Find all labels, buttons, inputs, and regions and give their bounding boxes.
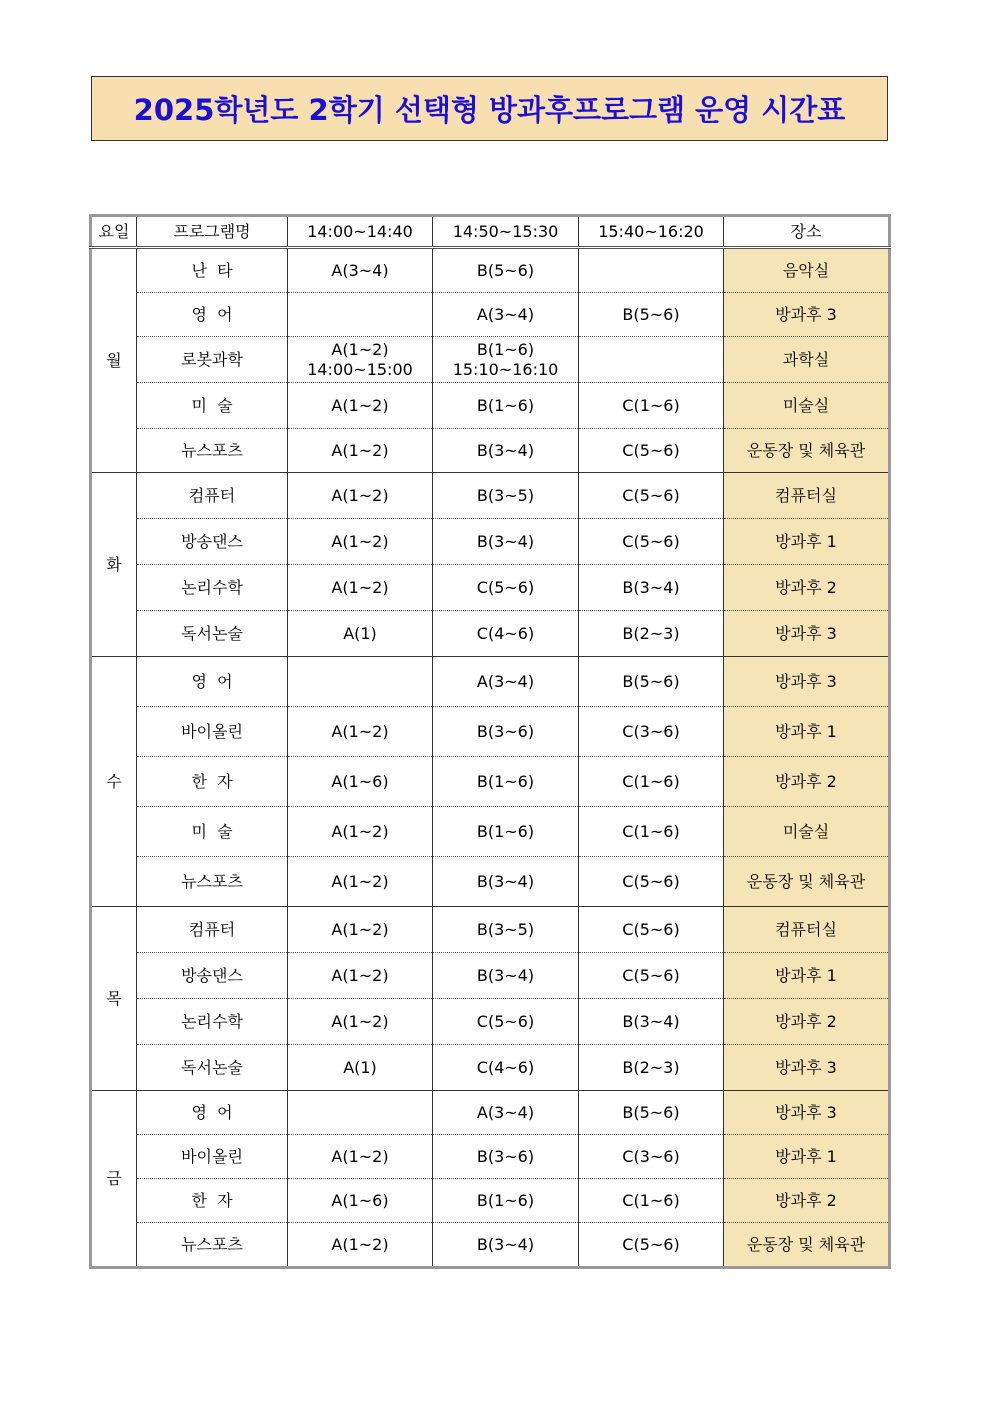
slot2-cell: A(3~4) bbox=[433, 657, 579, 707]
program-cell: 미 술 bbox=[137, 383, 288, 429]
place-cell: 방과후 2 bbox=[724, 565, 890, 611]
slot3-cell: C(1~6) bbox=[579, 383, 724, 429]
table-row bbox=[91, 473, 890, 519]
slot2-cell: B(3~4) bbox=[433, 953, 579, 999]
schedule-table bbox=[89, 214, 891, 1269]
slot2-cell: C(5~6) bbox=[433, 999, 579, 1045]
slot2-time: 15:10~16:10 bbox=[452, 359, 559, 379]
program-cell: 논리수학 bbox=[137, 565, 288, 611]
table-row bbox=[91, 1223, 890, 1268]
slot2-cell: B(3~6) bbox=[433, 707, 579, 757]
program-cell: 영 어 bbox=[137, 293, 288, 337]
slot3-cell: C(5~6) bbox=[579, 1223, 724, 1268]
page-title: 2025학년도 2학기 선택형 방과후프로그램 운영 시간표 bbox=[133, 93, 846, 127]
place-cell: 방과후 3 bbox=[724, 657, 890, 707]
program-cell: 컴퓨터 bbox=[137, 907, 288, 953]
slot1-cell bbox=[288, 293, 433, 337]
place-cell: 음악실 bbox=[724, 248, 890, 293]
table-row bbox=[91, 707, 890, 757]
place-cell: 컴퓨터실 bbox=[724, 907, 890, 953]
slot3-cell: C(5~6) bbox=[579, 953, 724, 999]
place-cell: 방과후 1 bbox=[724, 1135, 890, 1179]
table-row bbox=[91, 657, 890, 707]
day-cell: 수 bbox=[91, 657, 137, 907]
header-slot1: 14:00~14:40 bbox=[288, 216, 433, 248]
table-row bbox=[91, 293, 890, 337]
place-cell: 운동장 및 체육관 bbox=[724, 857, 890, 907]
place-cell: 방과후 3 bbox=[724, 1045, 890, 1091]
header-place: 장소 bbox=[724, 216, 890, 248]
slot1-cell: A(1~2) bbox=[288, 999, 433, 1045]
program-cell: 바이올린 bbox=[137, 1135, 288, 1179]
place-cell: 방과후 3 bbox=[724, 1091, 890, 1135]
slot1-time: 14:00~15:00 bbox=[307, 359, 413, 379]
place-cell: 방과후 2 bbox=[724, 757, 890, 807]
slot2-cell: B(3~5) bbox=[433, 907, 579, 953]
slot2-cell: B(3~6) bbox=[433, 1135, 579, 1179]
program-cell: 난 타 bbox=[137, 248, 288, 293]
program-cell: 영 어 bbox=[137, 657, 288, 707]
table-row bbox=[91, 999, 890, 1045]
slot3-cell: C(3~6) bbox=[579, 1135, 724, 1179]
place-cell: 방과후 1 bbox=[724, 519, 890, 565]
slot2-cell: B(3~5) bbox=[433, 473, 579, 519]
program-cell: 로봇과학 bbox=[137, 337, 288, 383]
slot2-cell: B(3~4) bbox=[433, 857, 579, 907]
slot1-cell: A(1~6) bbox=[288, 1179, 433, 1223]
header-slot3: 15:40~16:20 bbox=[579, 216, 724, 248]
slot1-cell: A(1~2) bbox=[288, 857, 433, 907]
slot3-cell: C(5~6) bbox=[579, 519, 724, 565]
program-cell: 독서논술 bbox=[137, 611, 288, 657]
slot3-cell: C(5~6) bbox=[579, 857, 724, 907]
slot2-cell: C(4~6) bbox=[433, 611, 579, 657]
slot2-cell: B(3~4) bbox=[433, 519, 579, 565]
slot2-cell: B(1~6) bbox=[433, 383, 579, 429]
place-cell: 과학실 bbox=[724, 337, 890, 383]
slot3-cell: B(2~3) bbox=[579, 611, 724, 657]
slot2-cell: B(1~6) bbox=[433, 757, 579, 807]
slot2-cell: A(3~4) bbox=[433, 293, 579, 337]
place-cell: 방과후 2 bbox=[724, 1179, 890, 1223]
slot1-cell: A(1~2) bbox=[288, 429, 433, 473]
table-row bbox=[91, 429, 890, 473]
slot2-cell bbox=[433, 337, 579, 383]
table-row bbox=[91, 1179, 890, 1223]
slot1-group: A(1~2) bbox=[331, 339, 389, 359]
slot1-cell: A(1~2) bbox=[288, 707, 433, 757]
slot3-cell: B(3~4) bbox=[579, 565, 724, 611]
day-cell: 화 bbox=[91, 473, 137, 657]
slot1-cell: A(1~2) bbox=[288, 953, 433, 999]
slot1-cell: A(1~2) bbox=[288, 519, 433, 565]
table-row bbox=[91, 953, 890, 999]
slot2-cell: B(3~4) bbox=[433, 1223, 579, 1268]
slot2-group: B(1~6) bbox=[476, 339, 535, 359]
slot3-cell: B(5~6) bbox=[579, 293, 724, 337]
place-cell: 방과후 2 bbox=[724, 999, 890, 1045]
day-cell: 목 bbox=[91, 907, 137, 1091]
program-cell: 뉴스포츠 bbox=[137, 1223, 288, 1268]
slot1-cell: A(1~2) bbox=[288, 1135, 433, 1179]
table-row bbox=[91, 611, 890, 657]
program-cell: 뉴스포츠 bbox=[137, 857, 288, 907]
place-cell: 방과후 1 bbox=[724, 953, 890, 999]
header-row bbox=[91, 216, 890, 248]
place-cell: 방과후 1 bbox=[724, 707, 890, 757]
program-cell: 뉴스포츠 bbox=[137, 429, 288, 473]
place-cell: 미술실 bbox=[724, 383, 890, 429]
program-cell: 바이올린 bbox=[137, 707, 288, 757]
place-cell: 컴퓨터실 bbox=[724, 473, 890, 519]
slot3-cell: C(5~6) bbox=[579, 473, 724, 519]
program-cell: 한 자 bbox=[137, 1179, 288, 1223]
table-row bbox=[91, 907, 890, 953]
table-row bbox=[91, 337, 890, 383]
slot2-cell: B(1~6) bbox=[433, 807, 579, 857]
slot2-cell: A(3~4) bbox=[433, 1091, 579, 1135]
slot3-cell: B(3~4) bbox=[579, 999, 724, 1045]
program-cell: 방송댄스 bbox=[137, 953, 288, 999]
slot1-cell: A(1~2) bbox=[288, 565, 433, 611]
table-row bbox=[91, 519, 890, 565]
place-cell: 방과후 3 bbox=[724, 611, 890, 657]
program-cell: 독서논술 bbox=[137, 1045, 288, 1091]
title-box bbox=[91, 76, 888, 141]
slot2-cell: B(1~6) bbox=[433, 1179, 579, 1223]
day-cell: 금 bbox=[91, 1091, 137, 1268]
table-row bbox=[91, 807, 890, 857]
table-row bbox=[91, 1135, 890, 1179]
slot2-cell: B(3~4) bbox=[433, 429, 579, 473]
table-row bbox=[91, 1091, 890, 1135]
slot1-cell: A(1) bbox=[288, 1045, 433, 1091]
slot1-cell bbox=[288, 337, 433, 383]
place-cell: 운동장 및 체육관 bbox=[724, 429, 890, 473]
slot3-cell: B(2~3) bbox=[579, 1045, 724, 1091]
header-slot2: 14:50~15:30 bbox=[433, 216, 579, 248]
slot1-cell: A(1~2) bbox=[288, 473, 433, 519]
slot3-cell: C(1~6) bbox=[579, 757, 724, 807]
program-cell: 영 어 bbox=[137, 1091, 288, 1135]
slot1-cell: A(1~2) bbox=[288, 907, 433, 953]
place-cell: 미술실 bbox=[724, 807, 890, 857]
table-row bbox=[91, 565, 890, 611]
table-row bbox=[91, 248, 890, 293]
header-program: 프로그램명 bbox=[137, 216, 288, 248]
day-cell: 월 bbox=[91, 248, 137, 473]
slot3-cell: C(3~6) bbox=[579, 707, 724, 757]
program-cell: 방송댄스 bbox=[137, 519, 288, 565]
table-row bbox=[91, 857, 890, 907]
table-row bbox=[91, 1045, 890, 1091]
slot1-cell: A(1~2) bbox=[288, 383, 433, 429]
program-cell: 컴퓨터 bbox=[137, 473, 288, 519]
slot1-cell bbox=[288, 1091, 433, 1135]
slot3-cell: C(1~6) bbox=[579, 807, 724, 857]
slot3-cell bbox=[579, 248, 724, 293]
program-cell: 논리수학 bbox=[137, 999, 288, 1045]
slot2-cell: C(5~6) bbox=[433, 565, 579, 611]
table-row bbox=[91, 757, 890, 807]
program-cell: 한 자 bbox=[137, 757, 288, 807]
slot3-cell: C(1~6) bbox=[579, 1179, 724, 1223]
slot3-cell: C(5~6) bbox=[579, 429, 724, 473]
slot2-cell: B(5~6) bbox=[433, 248, 579, 293]
slot1-cell: A(1~2) bbox=[288, 807, 433, 857]
slot3-cell: C(5~6) bbox=[579, 907, 724, 953]
program-cell: 미 술 bbox=[137, 807, 288, 857]
slot1-cell: A(1) bbox=[288, 611, 433, 657]
slot2-cell: C(4~6) bbox=[433, 1045, 579, 1091]
slot3-cell: B(5~6) bbox=[579, 1091, 724, 1135]
slot1-cell: A(1~6) bbox=[288, 757, 433, 807]
slot1-cell: A(3~4) bbox=[288, 248, 433, 293]
place-cell: 운동장 및 체육관 bbox=[724, 1223, 890, 1268]
slot1-cell: A(1~2) bbox=[288, 1223, 433, 1268]
table-row bbox=[91, 383, 890, 429]
slot3-cell bbox=[579, 337, 724, 383]
slot3-cell: B(5~6) bbox=[579, 657, 724, 707]
place-cell: 방과후 3 bbox=[724, 293, 890, 337]
header-day: 요일 bbox=[91, 216, 137, 248]
slot1-cell bbox=[288, 657, 433, 707]
